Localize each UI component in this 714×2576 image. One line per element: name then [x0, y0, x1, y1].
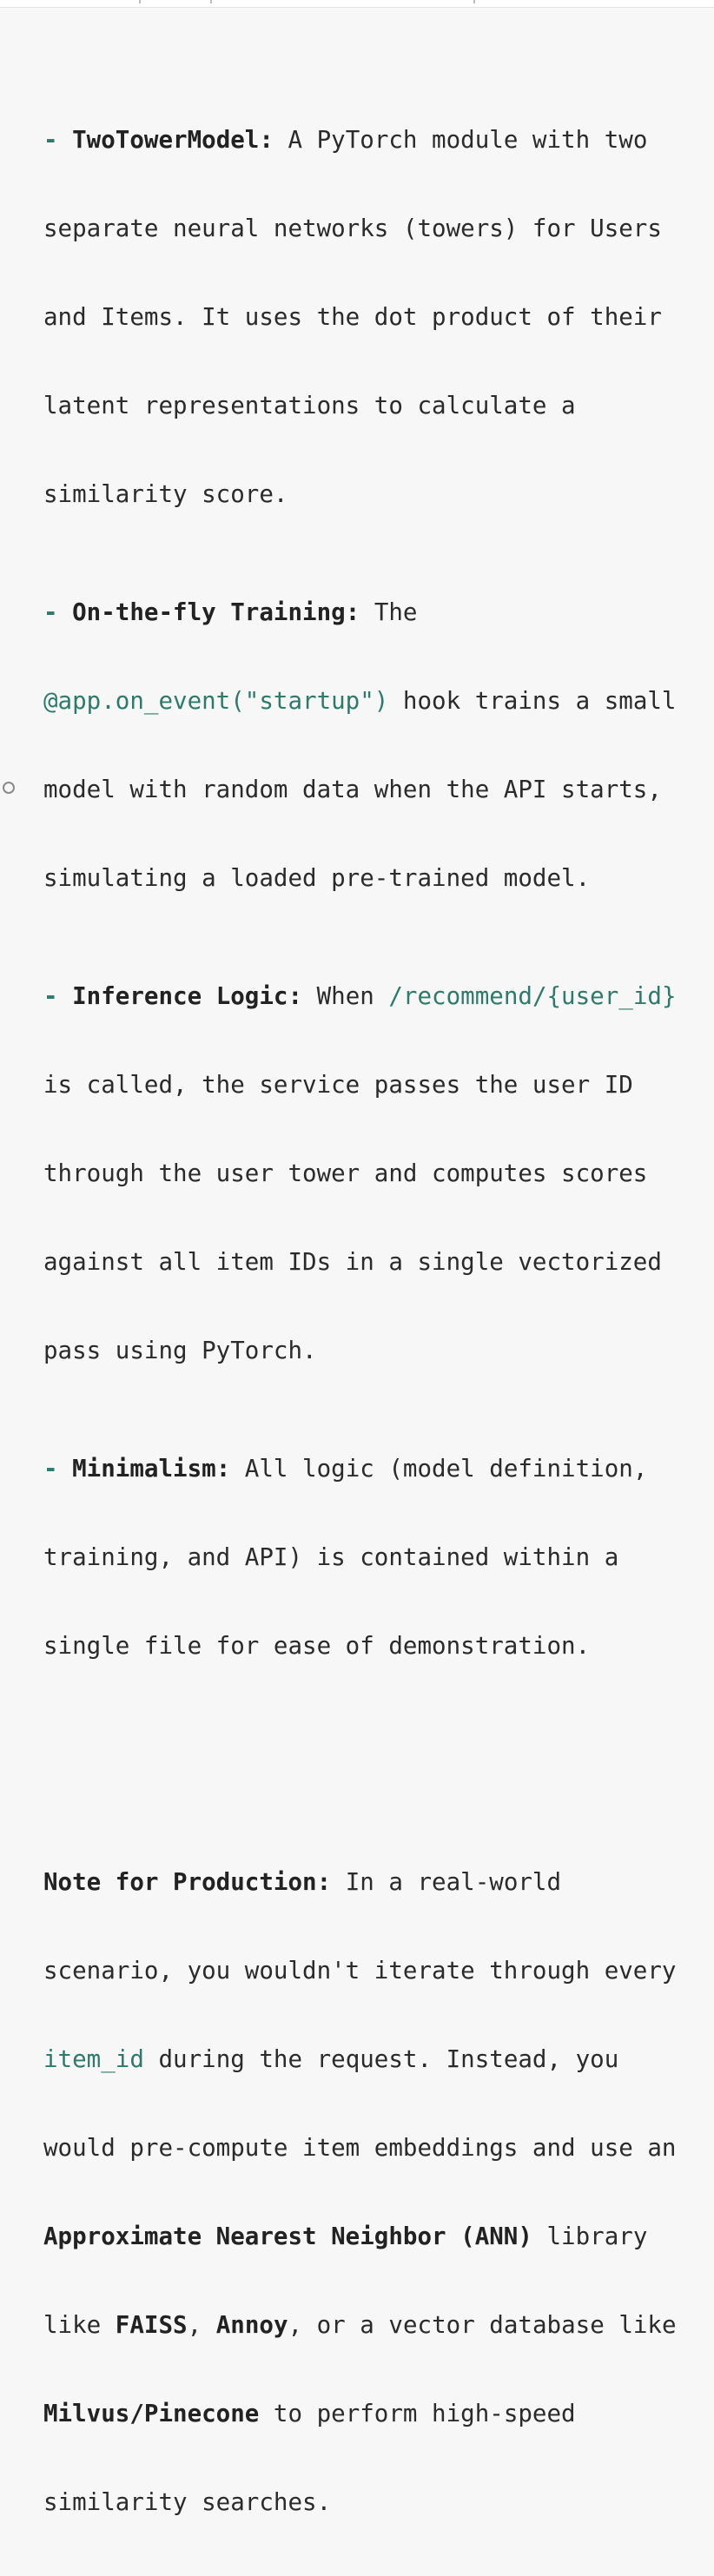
bullet-inference-line-5: pass using PyTorch.	[43, 1337, 317, 1364]
top-edge-tick	[139, 0, 141, 3]
bullet-training-line-2	[43, 686, 704, 716]
inline-code-startup-hook: @app.on_event("startup")	[43, 687, 389, 715]
bullet-term-inference: Inference Logic:	[72, 982, 303, 1010]
inline-code-item-id: item_id	[43, 2045, 144, 2073]
bullet-text: When	[302, 982, 389, 1010]
message-body	[43, 36, 704, 2576]
bullet-training-line-4: simulating a loaded pre-trained model.	[43, 864, 591, 892]
note-line-2: scenario, you wouldn't iterate through every	[43, 1957, 677, 1985]
note-text: library	[532, 2223, 648, 2250]
note-term-ann: Approximate Nearest Neighbor (ANN)	[43, 2223, 532, 2250]
paragraph-gap	[43, 1749, 704, 1779]
bullet-inference-line-1	[43, 981, 704, 1011]
bullet-minimalism-line-1	[43, 1454, 704, 1483]
note-text: , or a vector database like	[288, 2311, 677, 2339]
note-line-5	[43, 2222, 704, 2251]
bullet-term-training: On-the-fly Training:	[72, 598, 360, 626]
bullet-two-tower-line-2: separate neural networks (towers) for Users	[43, 215, 662, 242]
note-term-faiss: FAISS	[115, 2311, 188, 2339]
bullet-two-tower-line-1	[43, 125, 704, 155]
note-line-6	[43, 2310, 704, 2340]
bullet-dash: -	[43, 982, 58, 1010]
bullet-training-line-3: model with random data when the API starts,	[43, 776, 662, 803]
bullet-two-tower-line-5: similarity score.	[43, 480, 288, 508]
note-line-3	[43, 2044, 704, 2074]
bullet-minimalism-line-3: single file for ease of demonstration.	[43, 1632, 591, 1660]
bullet-text: A PyTorch module with two	[273, 126, 648, 154]
note-line-8: similarity searches.	[43, 2488, 332, 2516]
bullet-text: The	[360, 598, 418, 626]
bullet-inference-line-2: is called, the service passes the user ID	[43, 1071, 633, 1099]
bullet-inference-line-3: through the user tower and computes scores	[43, 1159, 648, 1187]
note-text: to perform high-speed	[259, 2400, 576, 2427]
window-top-edge	[0, 0, 714, 8]
bullet-inference-line-4: against all item IDs in a single vectorized	[43, 1248, 662, 1276]
note-text: like	[43, 2311, 116, 2339]
bullet-term-two-tower: TwoTowerModel:	[72, 126, 274, 154]
bullet-dash: -	[43, 598, 58, 626]
bullet-dash: -	[43, 1455, 58, 1483]
bullet-training-line-1	[43, 598, 704, 627]
note-term-milvus-pinecone: Milvus/Pinecone	[43, 2400, 260, 2427]
note-line-1	[43, 1867, 704, 1897]
note-text: during the request. Instead, you	[143, 2045, 619, 2073]
inline-code-recommend-route: /recommend/{user_id}	[388, 982, 677, 1010]
top-edge-tick	[473, 0, 475, 3]
circle-indicator-icon[interactable]	[3, 782, 15, 794]
note-line-7	[43, 2399, 704, 2428]
bullet-two-tower-line-3: and Items. It uses the dot product of their	[43, 303, 662, 331]
note-term-annoy: Annoy	[215, 2311, 288, 2339]
top-edge-tick	[210, 0, 212, 3]
bullet-text: All logic (model definition,	[230, 1455, 648, 1483]
note-text: ,	[187, 2311, 216, 2339]
note-text: In a real-world	[331, 1868, 562, 1896]
bullet-two-tower-line-4: latent representations to calculate a	[43, 392, 576, 419]
bullet-minimalism-line-2: training, and API) is contained within a	[43, 1543, 619, 1571]
bullet-text: hook trains a small	[388, 687, 677, 715]
note-term-production: Note for Production:	[43, 1868, 332, 1896]
note-line-4: would pre-compute item embeddings and use an	[43, 2134, 677, 2162]
bullet-term-minimalism: Minimalism:	[72, 1455, 231, 1483]
bullet-dash: -	[43, 126, 58, 154]
